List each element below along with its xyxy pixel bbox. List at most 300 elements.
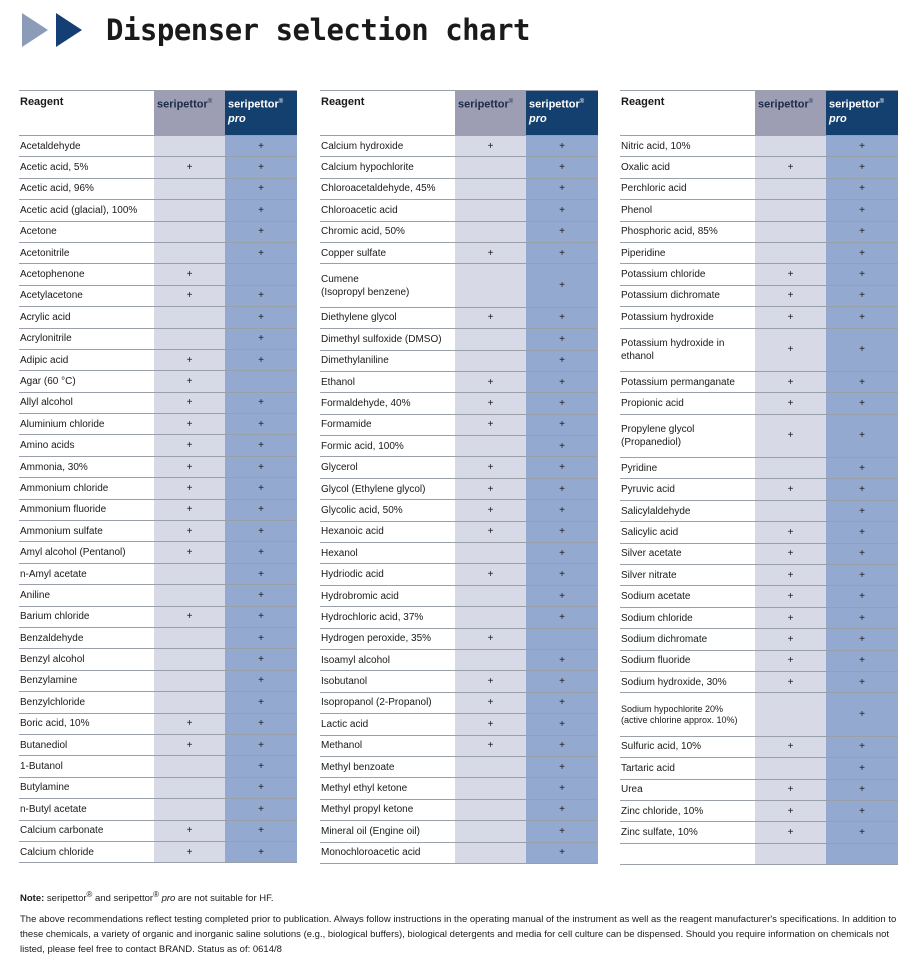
- reagent-name: Hydrochloric acid, 37%: [321, 611, 424, 623]
- table-row: [19, 542, 297, 563]
- seripettor-pro-compatibility-cell: +: [225, 435, 297, 455]
- footnotes: [20, 887, 902, 957]
- reagent-name: Acetic acid, 5%: [20, 162, 89, 174]
- table-row: [19, 821, 297, 842]
- seripettor-pro-compatibility-cell: +: [225, 500, 297, 520]
- seripettor-compatibility-cell: +: [154, 435, 225, 455]
- seripettor-compatibility-cell: +: [154, 607, 225, 627]
- seripettor-compatibility-cell: [154, 671, 225, 691]
- reagent-name: Salicylic acid: [621, 526, 679, 538]
- reagent-name: Lactic acid: [321, 718, 369, 730]
- table-row: [320, 136, 598, 157]
- seripettor-pro-compatibility-cell: +: [225, 628, 297, 648]
- table-row: [19, 585, 297, 606]
- table-row: [19, 329, 297, 350]
- table-row: [19, 200, 297, 221]
- table-row: [19, 435, 297, 456]
- seripettor-pro-compatibility-cell: +: [526, 264, 598, 306]
- seripettor-header-label: seripettor: [758, 98, 809, 111]
- reagent-name: Aniline: [20, 589, 51, 601]
- reagent-name: Acetic acid (glacial), 100%: [20, 204, 138, 216]
- table-row: [19, 714, 297, 735]
- seripettor-pro-compatibility-cell: +: [225, 821, 297, 841]
- table-row: [320, 629, 598, 650]
- reagent-table-column-3: [620, 90, 898, 865]
- seripettor-compatibility-cell: +: [755, 264, 826, 284]
- seripettor-pro-compatibility-cell: +: [225, 799, 297, 819]
- seripettor-compatibility-cell: +: [154, 393, 225, 413]
- seripettor-compatibility-cell: [455, 800, 526, 820]
- table-row: [620, 844, 898, 865]
- reagent-name: Benzylchloride: [20, 696, 86, 708]
- seripettor-compatibility-cell: [755, 136, 826, 156]
- seripettor-compatibility-cell: +: [154, 457, 225, 477]
- seripettor-pro-compatibility-cell: +: [826, 629, 898, 649]
- reagent-column-header: Reagent: [321, 96, 365, 108]
- reagent-name: 1-Butanol: [20, 761, 63, 773]
- seripettor-pro-compatibility-cell: +: [526, 800, 598, 820]
- seripettor-compatibility-cell: [455, 757, 526, 777]
- registered-mark: ®: [207, 99, 213, 105]
- seripettor-compatibility-cell: +: [154, 264, 225, 284]
- seripettor-pro-compatibility-cell: +: [225, 564, 297, 584]
- seripettor-pro-compatibility-cell: +: [826, 179, 898, 199]
- seripettor-column-header: [455, 91, 526, 135]
- table-row: [320, 264, 598, 307]
- seripettor-pro-compatibility-cell: +: [826, 286, 898, 306]
- table-row: [620, 608, 898, 629]
- reagent-name: Methyl ethyl ketone: [321, 783, 408, 795]
- table-row: [19, 799, 297, 820]
- seripettor-compatibility-cell: +: [755, 415, 826, 457]
- seripettor-pro-compatibility-cell: [225, 371, 297, 391]
- seripettor-pro-compatibility-cell: +: [826, 565, 898, 585]
- table-row: [19, 778, 297, 799]
- table-row: [19, 564, 297, 585]
- seripettor-pro-compatibility-cell: +: [225, 692, 297, 712]
- reagent-name: Chloroacetic acid: [321, 204, 398, 216]
- seripettor-pro-compatibility-cell: +: [826, 586, 898, 606]
- seripettor-pro-compatibility-cell: +: [526, 607, 598, 627]
- seripettor-pro-compatibility-cell: +: [225, 329, 297, 349]
- seripettor-pro-compatibility-cell: +: [526, 157, 598, 177]
- table-row: [320, 778, 598, 799]
- seripettor-compatibility-cell: +: [154, 842, 225, 862]
- reagent-name: Glycol (Ethylene glycol): [321, 483, 426, 495]
- seripettor-compatibility-cell: [455, 329, 526, 349]
- table-row: [19, 307, 297, 328]
- reagent-name: Ethanol: [321, 376, 355, 388]
- seripettor-pro-column-header: [826, 91, 898, 135]
- table-row: [320, 179, 598, 200]
- seripettor-compatibility-cell: +: [755, 801, 826, 821]
- seripettor-compatibility-cell: +: [755, 393, 826, 413]
- seripettor-compatibility-cell: [455, 157, 526, 177]
- reagent-name: Sodium dichromate: [621, 633, 708, 645]
- reagent-name-line: ethanol: [621, 350, 654, 362]
- seripettor-compatibility-cell: +: [455, 522, 526, 542]
- table-header: [19, 90, 297, 136]
- hf-note: Note: seripettor® and seripettor® pro are not suitable for HF.: [20, 890, 274, 905]
- table-row: [620, 393, 898, 414]
- table-row: [320, 843, 598, 864]
- table-row: [19, 286, 297, 307]
- table-row: [620, 222, 898, 243]
- reagent-name: Glycolic acid, 50%: [321, 504, 403, 516]
- seripettor-compatibility-cell: +: [154, 286, 225, 306]
- seripettor-pro-compatibility-cell: +: [225, 200, 297, 220]
- seripettor-compatibility-cell: +: [154, 350, 225, 370]
- seripettor-compatibility-cell: [455, 778, 526, 798]
- reagent-name: Agar (60 °C): [20, 375, 76, 387]
- table-row: [320, 436, 598, 457]
- registered-mark: ®: [579, 99, 585, 105]
- table-row: [320, 157, 598, 178]
- reagent-name: Formaldehyde, 40%: [321, 397, 411, 409]
- reagent-name: Glycerol: [321, 462, 358, 474]
- reagent-name: n-Butyl acetate: [20, 803, 87, 815]
- reagent-name: Barium chloride: [20, 611, 90, 623]
- seripettor-pro-compatibility-cell: +: [526, 372, 598, 392]
- reagent-name: Zinc chloride, 10%: [621, 805, 704, 817]
- arrow-right-icon: [22, 13, 48, 47]
- seripettor-compatibility-cell: +: [755, 737, 826, 757]
- seripettor-pro-compatibility-cell: +: [826, 737, 898, 757]
- seripettor-pro-compatibility-cell: +: [526, 736, 598, 756]
- seripettor-pro-compatibility-cell: +: [826, 243, 898, 263]
- reagent-name: Methyl benzoate: [321, 761, 395, 773]
- seripettor-pro-compatibility-cell: +: [526, 436, 598, 456]
- reagent-name: Hydrobromic acid: [321, 590, 399, 602]
- table-row: [19, 350, 297, 371]
- seripettor-compatibility-cell: +: [755, 565, 826, 585]
- table-row: [620, 780, 898, 801]
- seripettor-pro-header-label: seripettor: [228, 98, 279, 111]
- reagent-name: Acrylonitrile: [20, 333, 72, 345]
- seripettor-pro-compatibility-cell: +: [826, 758, 898, 778]
- seripettor-compatibility-cell: [755, 222, 826, 242]
- seripettor-pro-compatibility-cell: +: [526, 308, 598, 328]
- reagent-name: Piperidine: [621, 247, 666, 259]
- reagent-name: Pyridine: [621, 462, 658, 474]
- reagent-name: Urea: [621, 784, 643, 796]
- seripettor-pro-compatibility-cell: +: [526, 457, 598, 477]
- table-row: [19, 157, 297, 178]
- seripettor-pro-compatibility-cell: +: [526, 415, 598, 435]
- reagent-name: Acetaldehyde: [20, 140, 81, 152]
- seripettor-compatibility-cell: [154, 200, 225, 220]
- table-row: [19, 671, 297, 692]
- seripettor-pro-compatibility-cell: +: [526, 757, 598, 777]
- reagent-name: Zinc sulfate, 10%: [621, 827, 698, 839]
- seripettor-compatibility-cell: [455, 222, 526, 242]
- seripettor-pro-compatibility-cell: +: [225, 414, 297, 434]
- table-row: [19, 264, 297, 285]
- reagent-name: Isopropanol (2-Propanol): [321, 697, 432, 709]
- seripettor-compatibility-cell: +: [154, 371, 225, 391]
- reagent-name: Sodium chloride: [621, 612, 693, 624]
- reagent-name: Methanol: [321, 740, 363, 752]
- seripettor-pro-compatibility-cell: +: [826, 608, 898, 628]
- reagent-name: Phenol: [621, 204, 653, 216]
- pro-label: pro: [829, 112, 847, 125]
- seripettor-pro-compatibility-cell: +: [526, 179, 598, 199]
- seripettor-pro-compatibility-cell: +: [225, 393, 297, 413]
- table-row: [620, 522, 898, 543]
- seripettor-pro-compatibility-cell: +: [225, 307, 297, 327]
- seripettor-pro-compatibility-cell: +: [225, 714, 297, 734]
- reagent-name: Ammonium fluoride: [20, 504, 107, 516]
- reagent-name: Sodium fluoride: [621, 655, 691, 667]
- seripettor-compatibility-cell: +: [755, 329, 826, 371]
- seripettor-compatibility-cell: [455, 650, 526, 670]
- seripettor-pro-compatibility-cell: +: [826, 200, 898, 220]
- seripettor-compatibility-cell: +: [154, 157, 225, 177]
- table-row: [320, 329, 598, 350]
- table-row: [620, 157, 898, 178]
- table-row: [19, 136, 297, 157]
- table-row: [19, 521, 297, 542]
- table-row: [19, 222, 297, 243]
- table-row: [320, 522, 598, 543]
- reagent-name: [620, 329, 755, 371]
- seripettor-pro-compatibility-cell: [526, 629, 598, 649]
- seripettor-pro-compatibility-cell: +: [826, 479, 898, 499]
- registered-mark: ®: [278, 99, 284, 105]
- arrow-right-icon: [56, 13, 82, 47]
- seripettor-pro-compatibility-cell: +: [225, 585, 297, 605]
- table-row: [320, 650, 598, 671]
- seripettor-pro-compatibility-cell: +: [826, 329, 898, 371]
- reagent-name: [620, 844, 755, 864]
- seripettor-compatibility-cell: +: [755, 651, 826, 671]
- seripettor-compatibility-cell: +: [455, 629, 526, 649]
- reagent-name-line: Propylene glycol: [621, 423, 695, 435]
- reagent-name: Amyl alcohol (Pentanol): [20, 547, 126, 559]
- seripettor-compatibility-cell: +: [755, 672, 826, 692]
- seripettor-pro-column-header: [225, 91, 297, 135]
- seripettor-compatibility-cell: [154, 329, 225, 349]
- seripettor-column-header: [755, 91, 826, 135]
- table-row: [620, 737, 898, 758]
- table-row: [19, 500, 297, 521]
- seripettor-compatibility-cell: [455, 436, 526, 456]
- seripettor-compatibility-cell: +: [154, 735, 225, 755]
- table-row: [620, 651, 898, 672]
- table-row: [620, 372, 898, 393]
- reagent-name: Calcium chloride: [20, 846, 94, 858]
- reagent-name: Potassium chloride: [621, 269, 706, 281]
- reagent-name: Propionic acid: [621, 397, 684, 409]
- reagent-name-line: (Isopropyl benzene): [321, 286, 410, 298]
- seripettor-pro-compatibility-cell: +: [225, 243, 297, 263]
- seripettor-compatibility-cell: +: [755, 286, 826, 306]
- reagent-name: Potassium dichromate: [621, 290, 720, 302]
- reagent-name: Acetone: [20, 226, 57, 238]
- reagent-name: Salicylaldehyde: [621, 505, 691, 517]
- table-row: [19, 756, 297, 777]
- table-row: [19, 243, 297, 264]
- table-row: [320, 757, 598, 778]
- reagent-name: Calcium carbonate: [20, 825, 104, 837]
- seripettor-pro-compatibility-cell: +: [526, 564, 598, 584]
- seripettor-compatibility-cell: +: [455, 714, 526, 734]
- seripettor-compatibility-cell: [455, 543, 526, 563]
- seripettor-compatibility-cell: +: [455, 308, 526, 328]
- seripettor-pro-compatibility-cell: +: [526, 500, 598, 520]
- table-row: [620, 501, 898, 522]
- seripettor-compatibility-cell: [455, 843, 526, 863]
- seripettor-pro-compatibility-cell: +: [826, 501, 898, 521]
- seripettor-pro-compatibility-cell: +: [225, 842, 297, 862]
- reagent-name: Hexanoic acid: [321, 526, 384, 538]
- table-row: [320, 479, 598, 500]
- seripettor-compatibility-cell: +: [455, 243, 526, 263]
- reagent-name: Ammonium chloride: [20, 482, 109, 494]
- seripettor-pro-compatibility-cell: +: [225, 478, 297, 498]
- seripettor-pro-compatibility-cell: +: [225, 735, 297, 755]
- seripettor-pro-compatibility-cell: +: [526, 543, 598, 563]
- seripettor-compatibility-cell: +: [154, 478, 225, 498]
- table-row: [320, 821, 598, 842]
- reagent-name: Boric acid, 10%: [20, 718, 90, 730]
- table-row: [620, 544, 898, 565]
- table-row: [620, 586, 898, 607]
- seripettor-compatibility-cell: [154, 136, 225, 156]
- seripettor-pro-compatibility-cell: +: [826, 801, 898, 821]
- reagent-name: Calcium hydroxide: [321, 140, 404, 152]
- seripettor-compatibility-cell: [154, 799, 225, 819]
- seripettor-pro-column-header: [526, 91, 598, 135]
- table-row: [320, 457, 598, 478]
- table-header: [320, 90, 598, 136]
- seripettor-compatibility-cell: [154, 628, 225, 648]
- reagent-name: Chromic acid, 50%: [321, 226, 405, 238]
- table-row: [320, 200, 598, 221]
- reagent-name: Phosphoric acid, 85%: [621, 226, 718, 238]
- seripettor-compatibility-cell: +: [755, 780, 826, 800]
- table-row: [620, 758, 898, 779]
- seripettor-compatibility-cell: +: [755, 307, 826, 327]
- table-row: [19, 457, 297, 478]
- seripettor-pro-compatibility-cell: +: [826, 780, 898, 800]
- reagent-name: Allyl alcohol: [20, 397, 73, 409]
- table-row: [320, 222, 598, 243]
- seripettor-compatibility-cell: +: [755, 586, 826, 606]
- table-row: [620, 822, 898, 843]
- seripettor-compatibility-cell: +: [755, 157, 826, 177]
- seripettor-compatibility-cell: [755, 758, 826, 778]
- seripettor-compatibility-cell: +: [154, 821, 225, 841]
- table-row: [320, 543, 598, 564]
- disclaimer-paragraph: The above recommendations reflect testing completed prior to publication. Always follow instructions in the operating manual of the instrument as well as the reagent manufacturer's specifications. In addition to these chemicals, a variety of organic and inorganic saline solutions (e.g., biological buffers), biological detergents and media for cell culture can be dispensed. Should you require information on chemicals not listed, please feel free to contact BRAND. Status as of: 0614/8: [20, 914, 897, 956]
- table-row: [320, 607, 598, 628]
- seripettor-pro-compatibility-cell: +: [225, 157, 297, 177]
- reagent-name: Hydriodic acid: [321, 569, 384, 581]
- seripettor-pro-compatibility-cell: +: [526, 693, 598, 713]
- reagent-name: Sodium acetate: [621, 591, 691, 603]
- reagent-name: Copper sulfate: [321, 247, 387, 259]
- seripettor-compatibility-cell: +: [755, 629, 826, 649]
- reagent-name: Oxalic acid: [621, 162, 670, 174]
- seripettor-compatibility-cell: [755, 844, 826, 864]
- seripettor-compatibility-cell: [755, 179, 826, 199]
- seripettor-compatibility-cell: +: [455, 564, 526, 584]
- seripettor-compatibility-cell: [755, 243, 826, 263]
- table-row: [320, 500, 598, 521]
- seripettor-compatibility-cell: +: [154, 414, 225, 434]
- reagent-name-line: Potassium hydroxide in: [621, 337, 725, 349]
- seripettor-pro-compatibility-cell: +: [225, 136, 297, 156]
- reagent-name: Dimethyl sulfoxide (DMSO): [321, 333, 442, 345]
- table-row: [320, 308, 598, 329]
- table-row: [620, 479, 898, 500]
- reagent-name: Formic acid, 100%: [321, 440, 404, 452]
- seripettor-compatibility-cell: +: [455, 500, 526, 520]
- seripettor-compatibility-cell: [154, 692, 225, 712]
- seripettor-column-header: [154, 91, 225, 135]
- seripettor-compatibility-cell: [154, 585, 225, 605]
- table-row: [620, 200, 898, 221]
- seripettor-pro-compatibility-cell: +: [526, 222, 598, 242]
- seripettor-pro-compatibility-cell: +: [826, 264, 898, 284]
- seripettor-compatibility-cell: [154, 778, 225, 798]
- seripettor-compatibility-cell: +: [455, 671, 526, 691]
- reagent-name: Hexanol: [321, 547, 358, 559]
- seripettor-compatibility-cell: +: [154, 521, 225, 541]
- seripettor-compatibility-cell: +: [455, 393, 526, 413]
- seripettor-compatibility-cell: [154, 243, 225, 263]
- reagent-name: Chloroacetaldehyde, 45%: [321, 183, 436, 195]
- table-row: [320, 586, 598, 607]
- table-row: [320, 351, 598, 372]
- seripettor-pro-compatibility-cell: +: [526, 843, 598, 863]
- seripettor-pro-compatibility-cell: +: [826, 693, 898, 735]
- reagent-name: Sodium hydroxide, 30%: [621, 676, 727, 688]
- seripettor-pro-compatibility-cell: +: [826, 157, 898, 177]
- reagent-name: [620, 415, 755, 457]
- table-row: [19, 607, 297, 628]
- table-row: [320, 564, 598, 585]
- table-row: [620, 264, 898, 285]
- table-row: [320, 243, 598, 264]
- reagent-name: Sulfuric acid, 10%: [621, 741, 702, 753]
- table-row: [19, 842, 297, 863]
- reagent-name: Methyl propyl ketone: [321, 804, 414, 816]
- table-row: [19, 649, 297, 670]
- reagent-name: Adipic acid: [20, 354, 69, 366]
- seripettor-compatibility-cell: +: [154, 500, 225, 520]
- table-row: [620, 693, 898, 736]
- table-row: [320, 671, 598, 692]
- seripettor-compatibility-cell: [154, 307, 225, 327]
- seripettor-compatibility-cell: +: [455, 693, 526, 713]
- reagent-name: Benzyl alcohol: [20, 654, 85, 666]
- seripettor-pro-compatibility-cell: +: [526, 136, 598, 156]
- table-row: [620, 286, 898, 307]
- seripettor-pro-compatibility-cell: [826, 844, 898, 864]
- reagent-name-line: Sodium hypochlorite 20%: [621, 703, 724, 714]
- seripettor-compatibility-cell: [154, 649, 225, 669]
- table-row: [19, 393, 297, 414]
- table-row: [320, 714, 598, 735]
- seripettor-compatibility-cell: [154, 756, 225, 776]
- table-row: [620, 801, 898, 822]
- seripettor-pro-compatibility-cell: +: [826, 415, 898, 457]
- seripettor-compatibility-cell: [154, 222, 225, 242]
- reagent-name: Benzylamine: [20, 675, 78, 687]
- table-row: [620, 179, 898, 200]
